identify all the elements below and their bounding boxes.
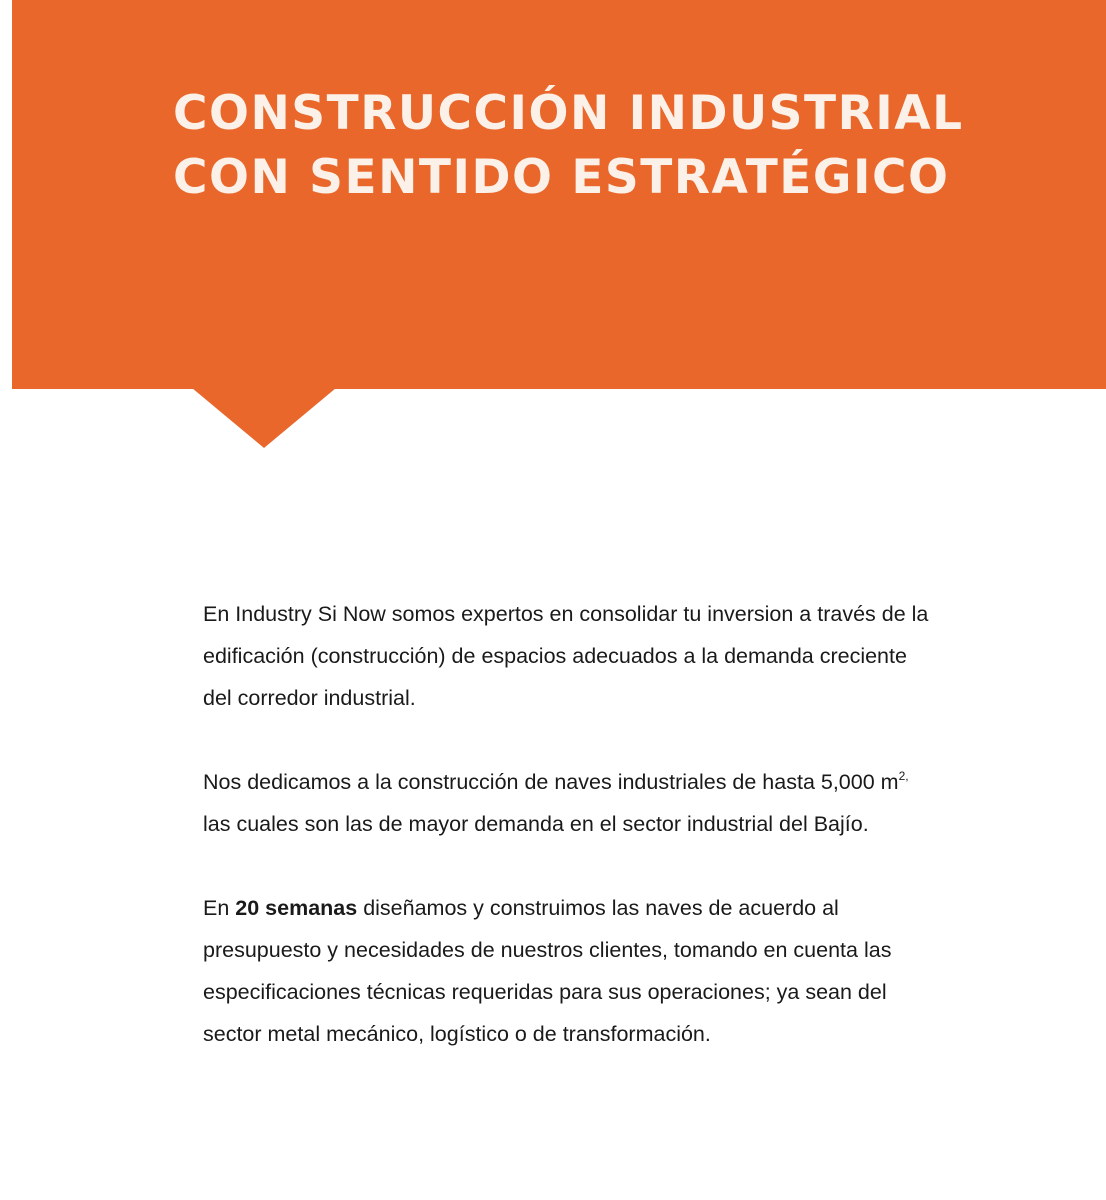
paragraph-line: edificación (construcción) de espacios adecuados a la demanda creciente [203,644,907,668]
paragraph-text: Nos dedicamos a la construcción de naves industriales de hasta 5,000 m [203,770,899,794]
page-title [173,82,964,210]
paragraph-line: presupuesto y necesidades de nuestros clientes, tomando en cuenta las [203,938,892,962]
paragraph-semanas [203,887,1033,1055]
paragraph-line: En Industry Si Now somos expertos en consolidar tu inversion a través de la [203,602,929,626]
highlight-weeks: 20 semanas [235,896,358,920]
superscript: 2, [898,769,909,783]
paragraph-text: diseñamos y construimos las naves de acuerdo al [357,896,839,920]
paragraph-line [203,761,1033,803]
banner-pointer [192,388,336,448]
title-line-1: CONSTRUCCIÓN INDUSTRIAL [173,86,964,141]
title-line-2: CON SENTIDO ESTRATÉGICO [173,150,950,205]
paragraph-line: del corredor industrial. [203,686,416,710]
paragraph-line: sector metal mecánico, logístico o de transformación. [203,1022,711,1046]
paragraph-line: las cuales son las de mayor demanda en el sector industrial del Bajío. [203,812,869,836]
body-text [203,593,1033,1097]
paragraph-line [203,887,1033,929]
paragraph-text: En [203,896,236,920]
paragraph-naves [203,761,1033,845]
paragraph-intro [203,593,1033,719]
paragraph-line: especificaciones técnicas requeridas para sus operaciones; ya sean del [203,980,887,1004]
